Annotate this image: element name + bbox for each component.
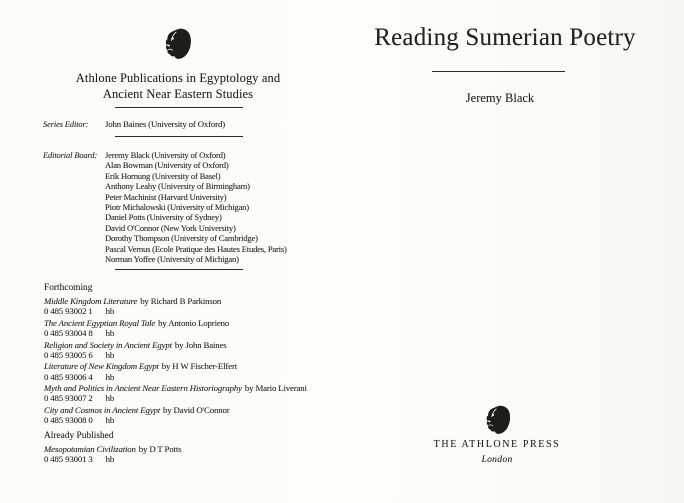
board-member: Jeremy Black (University of Oxford) xyxy=(105,150,226,160)
press-lion-icon xyxy=(485,405,511,435)
divider-rule xyxy=(432,71,565,72)
book-binding: hb xyxy=(105,328,115,339)
book-author: by H W Fischer-Elfert xyxy=(161,361,238,372)
book-entry xyxy=(44,318,307,339)
press-name: THE ATHLONE PRESS xyxy=(433,439,561,450)
editorial-board-list xyxy=(105,150,287,264)
divider-rule xyxy=(115,107,243,108)
divider-rule xyxy=(115,136,243,137)
book-isbn: 0 485 93005 6 xyxy=(44,349,93,360)
press-city: London xyxy=(481,454,513,465)
book-author: by Mario Liverani xyxy=(244,383,307,394)
board-member: Norman Yoffee (University of Michigan) xyxy=(105,254,239,265)
board-member: David O'Connor (New York University) xyxy=(105,222,236,233)
book-author: by D T Potts xyxy=(138,444,182,454)
book-binding: hb xyxy=(105,415,115,426)
book-isbn: 0 485 93008 0 xyxy=(44,415,93,426)
board-member: Alan Bowman (University of Oxford) xyxy=(105,160,229,171)
series-heading-line2: Ancient Near Eastern Studies xyxy=(102,86,254,101)
book-title: Middle Kingdom Literature xyxy=(44,296,138,306)
book-title: The Ancient Egyptian Royal Tale xyxy=(44,317,156,328)
author-name: Jeremy Black xyxy=(465,91,535,105)
board-member: Dorothy Thompson (University of Cambridge) xyxy=(105,233,258,244)
book-title: Mesopotamian Civilization xyxy=(44,444,136,454)
book-title: City and Cosmos in Ancient Egypt xyxy=(44,404,160,415)
series-lion-icon xyxy=(164,28,192,60)
board-member: Piotr Michalowski (University of Michigan) xyxy=(105,202,249,213)
board-member: Pascal Vernus (Ecole Pratique des Hautes Etudes, Paris) xyxy=(105,243,287,254)
book-isbn: 0 485 93006 4 xyxy=(44,371,93,382)
book-isbn: 0 485 93002 1 xyxy=(44,306,93,317)
book-author: by David O'Connor xyxy=(163,404,230,415)
book-binding: hb xyxy=(105,454,115,465)
series-heading xyxy=(40,71,316,102)
book-entry xyxy=(44,296,307,317)
book-isbn: 0 485 93001 3 xyxy=(44,454,93,465)
book-binding: hb xyxy=(105,306,115,317)
editorial-board-label: Editorial Board: xyxy=(43,151,98,160)
already-published-section xyxy=(44,431,181,466)
book-title: Religion and Society in Ancient Egypt xyxy=(44,339,172,350)
main-title: Reading Sumerian Poetry xyxy=(374,24,636,51)
divider-rule xyxy=(115,269,243,270)
book-author: by Richard B Parkinson xyxy=(140,296,222,306)
book-entry xyxy=(44,361,307,382)
book-entry xyxy=(44,383,307,404)
already-published-heading: Already Published xyxy=(44,431,114,441)
series-editor-label: Series Editor: xyxy=(43,120,89,129)
book-author: by Antonio Loprieno xyxy=(158,317,230,328)
board-member: Peter Machinist (Harvard University) xyxy=(105,191,227,202)
book-binding: hb xyxy=(105,349,115,360)
book-title: Literature of New Kingdom Egypt xyxy=(44,361,159,372)
board-member: Daniel Potts (University of Sydney) xyxy=(105,212,222,223)
book-entry xyxy=(44,405,307,426)
board-member: Erik Hornung (University of Basel) xyxy=(105,170,221,181)
book-isbn: 0 485 93007 2 xyxy=(44,393,93,404)
book-entry xyxy=(44,444,181,465)
book-title: Myth and Politics in Ancient Near Eastern Historiography xyxy=(44,383,242,394)
board-member: Anthony Leahy (University of Birmingham) xyxy=(105,181,250,192)
series-heading-line1: Athlone Publications in Egyptology and xyxy=(75,71,281,85)
book-binding: hb xyxy=(105,371,115,382)
series-editor-value: John Baines (University of Oxford) xyxy=(105,119,225,129)
forthcoming-section xyxy=(44,283,307,427)
book-isbn: 0 485 93004 8 xyxy=(44,328,93,339)
forthcoming-heading: Forthcoming xyxy=(44,283,93,293)
book-binding: hb xyxy=(105,393,115,404)
book-entry xyxy=(44,340,307,361)
book-author: by John Baines xyxy=(174,339,227,350)
